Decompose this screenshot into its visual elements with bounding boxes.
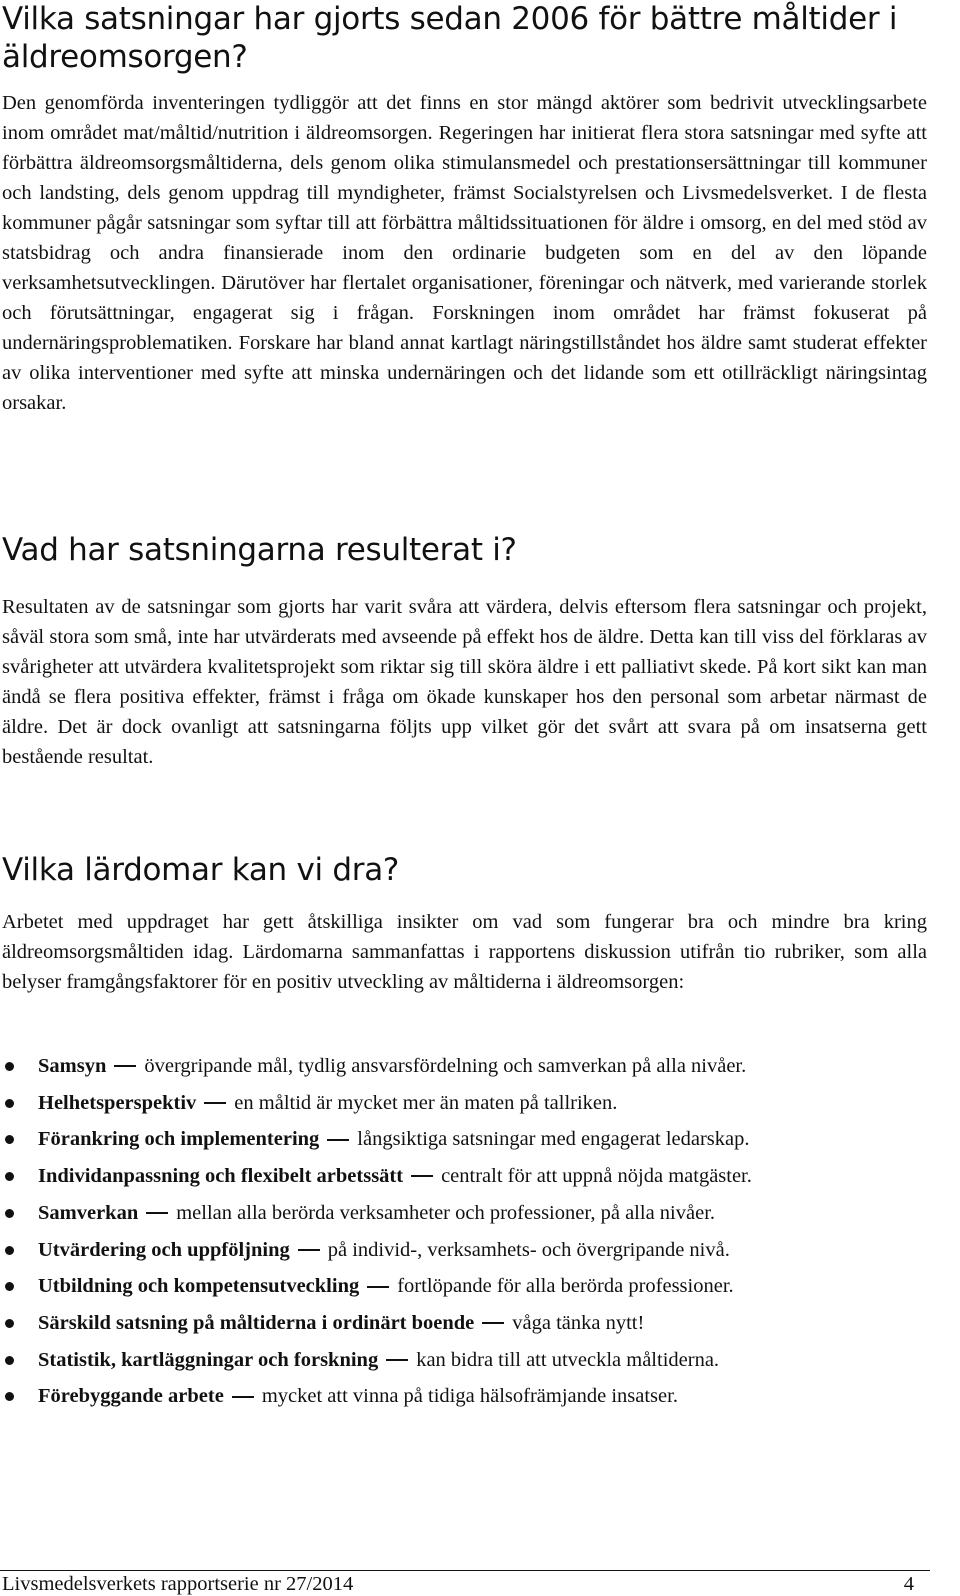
bullet-icon	[5, 1392, 14, 1401]
lesson-term: Samsyn	[38, 1055, 107, 1077]
body-sentence: På kort sikt kan man ändå se flera positiva effekter, främst i fråga om ökade kunskaper hos den personal som arbetar närmast de äldre.	[2, 656, 927, 738]
bullet-icon	[5, 1282, 14, 1291]
lesson-term: Förebyggande arbete	[38, 1385, 224, 1408]
body-sentence: Forskare har bland annat kartlagt näringstillståndet hos äldre samt studerat effekter av olika interventioner med syfte att minska undernäringen och det lidande som ett otillräckligt näringsintag orsakar.	[2, 332, 927, 414]
list-item	[0, 1305, 940, 1342]
body-sentence: Den genomförda inventeringen tydliggör att det finns en stor mängd aktörer som bedrivit utvecklingsarbete inom området mat/måltid/nutrition i äldreomsorgen.	[2, 92, 927, 144]
list-item	[0, 1085, 940, 1122]
lesson-term: Förankring och implementering	[38, 1128, 320, 1151]
section-heading-initiatives: Vilka satsningar har gjorts sedan 2006 för bättre måltider i äldreomsorgen?	[2, 1, 898, 75]
list-item	[0, 1342, 940, 1379]
body-sentence: Forskningen inom området har främst fokuserat på undernäringsproblematiken.	[2, 302, 927, 354]
list-item	[0, 1121, 940, 1158]
bullet-icon	[5, 1319, 14, 1328]
dash-icon	[232, 1396, 254, 1398]
bullet-icon	[5, 1246, 14, 1255]
list-item	[0, 1232, 940, 1269]
dash-icon	[411, 1175, 433, 1177]
dash-icon	[114, 1065, 136, 1067]
lesson-text: på individ-, verksamhets- och övergripande nivå.	[327, 1238, 730, 1261]
body-sentence: Regeringen har initierat flera stora satsningar med syfte att förbättra äldreomsorgsmåltiderna, dels genom olika stimulansmedel och prestationsersättningar till kommuner och landsting, dels genom uppdrag till myndigheter, främst Socialstyrelsen och Livsmedelsverket.	[2, 122, 928, 204]
lesson-text: centralt för att uppnå nöjda matgäster.	[441, 1165, 752, 1188]
list-item	[0, 1158, 940, 1195]
list-item	[0, 1268, 940, 1305]
lesson-text: en måltid är mycket mer än maten på tallriken.	[234, 1091, 618, 1114]
lesson-term: Samverkan	[38, 1201, 139, 1224]
lessons-list	[0, 1048, 940, 1415]
lesson-text: övergripande mål, tydlig ansvarsfördelning och samverkan på alla nivåer.	[144, 1055, 747, 1077]
list-item	[0, 1195, 940, 1232]
body-sentence: Detta kan till viss del förklaras av svårigheter att utvärdera kvalitetsprojekt som riktar sig till sköra äldre i ett palliativt skede.	[2, 626, 928, 678]
section-heading-lessons: Vilka lärdomar kan vi dra?	[2, 852, 400, 888]
body-sentence: Lärdomarna sammanfattas i rapportens diskussion utifrån tio rubriker, som alla belyser framgångsfaktorer för en positiv utveckling av måltiderna i äldreomsorgen:	[2, 941, 927, 993]
lesson-text: långsiktiga satsningar med engagerat ledarskap.	[357, 1128, 750, 1151]
dash-icon	[386, 1359, 408, 1361]
lesson-term: Utbildning och kompetensutveckling	[38, 1275, 360, 1298]
bullet-icon	[5, 1135, 14, 1144]
list-item	[0, 1048, 940, 1085]
lesson-text: mycket att vinna på tidiga hälsofrämjande insatser.	[261, 1385, 678, 1408]
section-body-lessons	[2, 907, 927, 997]
body-sentence: Resultaten av de satsningar som gjorts har varit svåra att värdera, delvis eftersom flera satsningar och projekt, såväl stora som små, inte har utvärderats med avseende på effekt hos de äldre.	[2, 596, 927, 648]
dash-icon	[298, 1249, 320, 1251]
bullet-icon	[5, 1172, 14, 1181]
lesson-term: Individanpassning och flexibelt arbetssätt	[38, 1165, 404, 1188]
bullet-icon	[5, 1356, 14, 1365]
footer-divider	[0, 1570, 930, 1571]
dash-icon	[146, 1212, 168, 1214]
section-body-initiatives	[2, 88, 927, 418]
lesson-text: våga tänka nytt!	[512, 1311, 645, 1334]
footer-series-title: Livsmedelsverkets rapportserie nr 27/2014	[2, 1573, 354, 1595]
lesson-term: Statistik, kartläggningar och forskning	[38, 1348, 379, 1371]
lesson-term: Särskild satsning på måltiderna i ordinärt boende	[38, 1311, 475, 1334]
section-heading-results: Vad har satsningarna resulterat i?	[2, 532, 517, 568]
lesson-text: mellan alla berörda verksamheter och professioner, på alla nivåer.	[176, 1201, 716, 1224]
dash-icon	[482, 1322, 504, 1324]
dash-icon	[367, 1286, 389, 1288]
page-number: 4	[903, 1573, 914, 1595]
body-sentence: Arbetet med uppdraget har gett åtskilliga insikter om vad som fungerar bra och mindre bra kring äldreomsorgsmåltiden idag.	[2, 911, 927, 963]
dash-icon	[327, 1139, 349, 1141]
body-sentence: I de flesta kommuner pågår satsningar som syftar till att förbättra måltidssituationen för äldre i omsorg, en del med stöd av statsbidrag och andra finansierade inom den ordinarie budgeten som en del av den löpande verksamhetsutvecklingen. Därutöver har flertalet organisationer, föreningar och nätverk, med varierande storlek och förutsättningar, engagerat sig i frågan.	[2, 182, 927, 324]
list-item	[0, 1378, 940, 1415]
bullet-icon	[5, 1209, 14, 1218]
bullet-icon	[5, 1099, 14, 1108]
body-sentence: Det är dock ovanligt att satsningarna följts upp vilket gör det svårt att svara på om insatserna gett bestående resultat.	[2, 716, 928, 768]
lesson-text: kan bidra till att utveckla måltiderna.	[416, 1348, 720, 1371]
section-body-results	[2, 592, 927, 772]
dash-icon	[204, 1102, 226, 1104]
lesson-term: Utvärdering och uppföljning	[38, 1238, 290, 1261]
lesson-term: Helhetsperspektiv	[38, 1091, 197, 1114]
bullet-icon	[5, 1062, 14, 1071]
lesson-text: fortlöpande för alla berörda professioner.	[397, 1275, 734, 1298]
